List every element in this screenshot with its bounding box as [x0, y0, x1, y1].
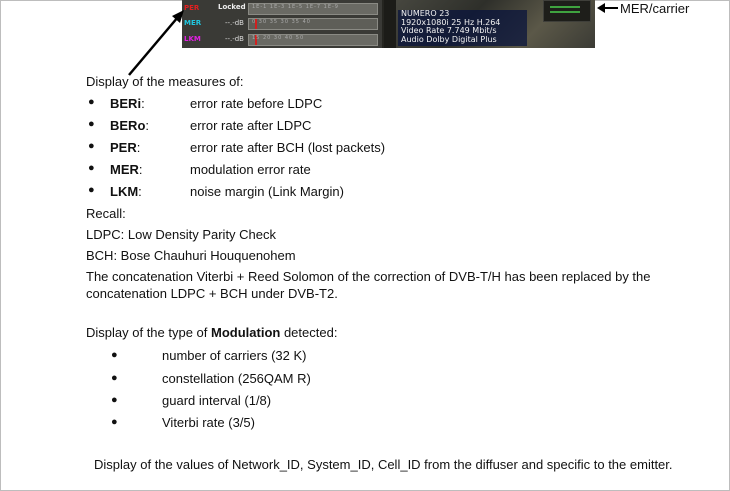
- per-meter: [182, 1, 382, 15]
- measure-desc: modulation error rate: [190, 162, 311, 177]
- bullet-icon: ●: [88, 184, 95, 196]
- bullet-icon: ●: [88, 140, 95, 152]
- mer-carrier-graph: [543, 0, 591, 22]
- measure-desc: noise margin (Link Margin): [190, 184, 344, 199]
- concatenation-line-2: concatenation LDPC + BCH under DVB-T2.: [86, 286, 338, 301]
- analyzer-screenshot: [182, 0, 595, 48]
- lkm-label: LKM: [184, 35, 201, 43]
- mer-ticks: 0 30 35 30 35 40: [252, 19, 311, 25]
- video-rate: Video Rate 7.749 Mbit/s: [401, 26, 497, 35]
- footer-note: Display of the values of Network_ID, System_ID, Cell_ID from the diffuser and specific to the emitter.: [94, 457, 673, 472]
- lkm-ticks: 15 20 30 40 50: [252, 35, 305, 41]
- recall-label: Recall:: [86, 206, 126, 221]
- video-channel: NUMERO 23: [401, 9, 450, 18]
- bullet-icon: ●: [88, 162, 95, 174]
- per-label: PER: [184, 4, 200, 12]
- mer-meter: [182, 16, 382, 30]
- ldpc-definition: LDPC: Low Density Parity Check: [86, 227, 277, 242]
- video-preview: [384, 0, 595, 48]
- bullet-icon: ●: [111, 372, 118, 384]
- per-value: Locked: [218, 3, 246, 11]
- measure-desc: error rate after BCH (lost packets): [190, 140, 386, 155]
- mer-callout-arrow-icon: [597, 1, 619, 15]
- measure-term: PER:: [110, 140, 141, 155]
- measures-intro: Display of the measures of:: [86, 74, 244, 89]
- concatenation-line-1: The concatenation Viterbi + Reed Solomon of the correction of DVB-T/H has been replaced by the: [86, 269, 651, 284]
- modulation-item: guard interval (1/8): [162, 393, 272, 408]
- per-callout-arrow-icon: [126, 8, 186, 78]
- bullet-icon: ●: [88, 96, 95, 108]
- measure-desc: error rate before LDPC: [190, 96, 323, 111]
- modulation-item: Viterbi rate (3/5): [162, 415, 255, 430]
- bullet-icon: ●: [88, 118, 95, 130]
- measure-term: BERi:: [110, 96, 145, 111]
- measure-term: BERo:: [110, 118, 150, 133]
- per-ticks: 1E-1 1E-3 1E-5 1E-7 1E-9: [252, 4, 339, 10]
- video-info-overlay: [398, 10, 527, 46]
- video-audio: Audio Dolby Digital Plus: [401, 34, 497, 44]
- measure-desc: error rate after LDPC: [190, 118, 312, 133]
- measures-panel: [182, 0, 382, 48]
- modulation-item: number of carriers (32 K): [162, 348, 307, 363]
- mer-label: MER: [184, 19, 202, 27]
- modulation-intro: Display of the type of Modulation detected:: [86, 325, 338, 340]
- bullet-icon: ●: [111, 416, 118, 428]
- mer-value: --.-dB: [224, 19, 244, 27]
- bch-definition: BCH: Bose Chauhuri Houquenohem: [86, 248, 296, 263]
- video-format: 1920x1080i 25 Hz H.264: [401, 17, 501, 27]
- video-side-strip: [384, 0, 396, 48]
- bullet-icon: ●: [111, 394, 118, 406]
- lkm-meter: [182, 32, 382, 46]
- measure-term: LKM:: [110, 184, 142, 199]
- lkm-value: --.-dB: [224, 35, 244, 43]
- bullet-icon: ●: [111, 349, 118, 361]
- measure-term: MER:: [110, 162, 143, 177]
- mer-carrier-callout: MER/carrier: [620, 1, 690, 16]
- modulation-item: constellation (256QAM R): [162, 371, 311, 386]
